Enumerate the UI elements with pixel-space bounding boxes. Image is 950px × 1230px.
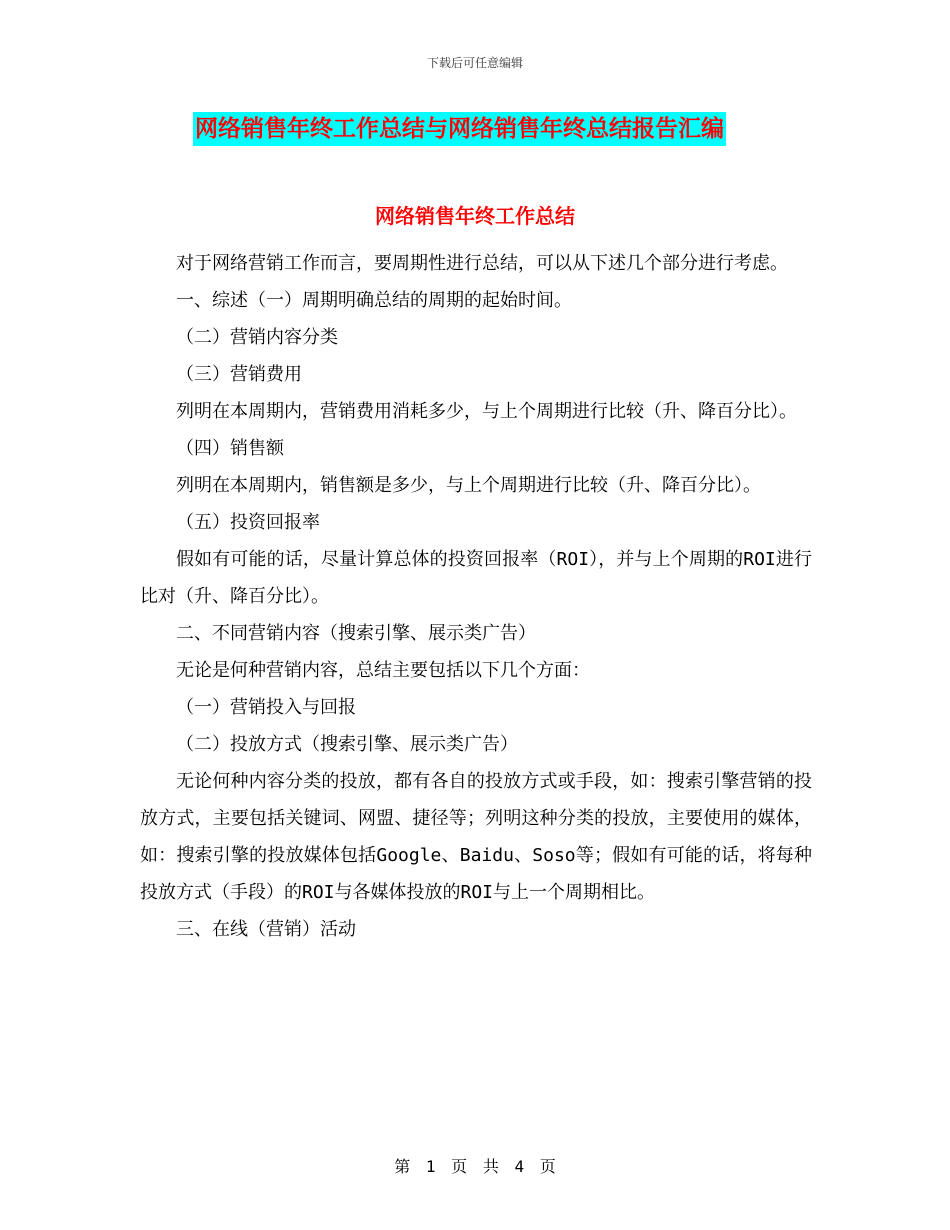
paragraph: 假如有可能的话，尽量计算总体的投资回报率（ROI），并与上个周期的ROI进行比对（升、降百分比）。 xyxy=(140,549,812,607)
paragraph: 列明在本周期内，销售额是多少，与上个周期进行比较（升、降百分比）。 xyxy=(176,475,761,496)
document-title: 网络销售年终工作总结与网络销售年终总结报告汇编 xyxy=(193,112,726,146)
paragraph: （三）营销费用 xyxy=(176,364,302,385)
paragraph: 二、不同营销内容（搜索引擎、展示类广告） xyxy=(176,623,536,644)
section-title: 网络销售年终工作总结 xyxy=(375,204,575,228)
document-body xyxy=(140,245,812,948)
paragraph: 无论是何种营销内容，总结主要包括以下几个方面： xyxy=(176,660,590,681)
paragraph: 无论何种内容分类的投放，都有各自的投放方式或手段，如：搜索引擎营销的投放方式，主要包括关键词、网盟、捷径等；列明这种分类的投放，主要使用的媒体，如：搜索引擎的投放媒体包括Google、Baidu、Soso等；假如有可能的话，将每种投放方式（手段）的ROI与各媒体投放的ROI与上一个周期相比。 xyxy=(140,771,812,903)
paragraph: （一）营销投入与回报 xyxy=(176,697,356,718)
paragraph: 列明在本周期内，营销费用消耗多少，与上个周期进行比较（升、降百分比）。 xyxy=(176,401,797,422)
paragraph: （二）投放方式（搜索引擎、展示类广告） xyxy=(176,734,518,755)
paragraph: 三、在线（营销）活动 xyxy=(176,919,356,940)
header-note: 下载后可任意编辑 xyxy=(426,56,523,70)
paragraph: 一、综述（一）周期明确总结的周期的起始时间。 xyxy=(176,290,572,311)
page-footer: 第 1 页 共 4 页 xyxy=(394,1157,556,1176)
paragraph: （四）销售额 xyxy=(176,438,284,459)
paragraph: （五）投资回报率 xyxy=(176,512,320,533)
paragraph: 对于网络营销工作而言，要周期性进行总结，可以从下述几个部分进行考虑。 xyxy=(176,253,788,274)
paragraph: （二）营销内容分类 xyxy=(176,327,338,348)
